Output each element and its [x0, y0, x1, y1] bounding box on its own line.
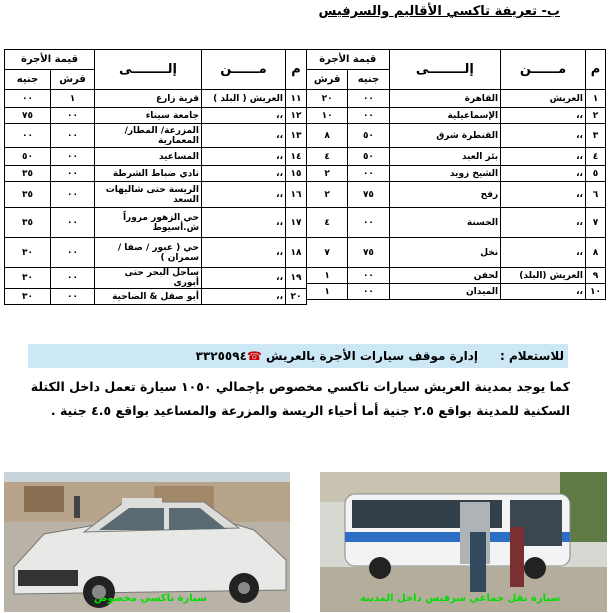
row-to: رفح [389, 182, 501, 208]
row-pound: ٠٠ [51, 208, 95, 238]
row-pound: ٠٠ [51, 166, 95, 182]
row-pound: ٠٠ [51, 182, 95, 208]
row-number: ١٧ [286, 208, 307, 238]
row-piaster: ٧٥ [348, 182, 389, 208]
taxi-photo [4, 472, 290, 612]
row-to: القنطرة شرق [389, 124, 501, 148]
row-to: الحسنة [389, 208, 501, 238]
row-to: جامعة سيناء [95, 108, 202, 124]
row-pound: ٠٠ [51, 108, 95, 124]
col-pound-header: جنيه [348, 70, 389, 90]
col-piaster-header: قرش [307, 70, 348, 90]
taxi-illustration [4, 472, 290, 612]
row-number: ٣ [585, 124, 605, 148]
row-to: الريسة حتى شاليهات السعد [95, 182, 202, 208]
fare-table-left [4, 49, 307, 305]
row-pound: ٤ [307, 148, 348, 166]
row-pound: ٢ [307, 182, 348, 208]
table-row [307, 108, 606, 124]
table-row [5, 90, 307, 108]
row-number: ٦ [585, 182, 605, 208]
table-row [5, 268, 307, 289]
row-piaster: ٠٠ [348, 108, 389, 124]
row-piaster: ٠٠ [5, 124, 51, 148]
row-pound: ١ [307, 268, 348, 284]
row-to: المزرعة/ المطار/ المعمارية [95, 124, 202, 148]
row-piaster: ٥٠ [348, 124, 389, 148]
row-piaster: ٣٥ [5, 208, 51, 238]
col-no-header: م [585, 50, 605, 90]
row-piaster: ٠٠ [348, 268, 389, 284]
row-piaster: ٠٠ [348, 208, 389, 238]
row-to: القاهرة [389, 90, 501, 108]
table-row [5, 208, 307, 238]
table-row [5, 238, 307, 268]
table-row [5, 124, 307, 148]
table-row [5, 148, 307, 166]
bus-caption: سيارة نقل جماعي سرفيس داخل المدينة [360, 593, 561, 604]
table-row [307, 182, 606, 208]
row-number: ١٤ [286, 148, 307, 166]
row-pound: ٠٠ [51, 289, 95, 305]
row-pound: ١ [51, 90, 95, 108]
row-to: الميدان [389, 284, 501, 300]
bus-illustration [320, 472, 607, 612]
table-row [5, 108, 307, 124]
row-number: ١٠ [585, 284, 605, 300]
bus-photo [320, 472, 607, 612]
row-pound: ٠٠ [51, 238, 95, 268]
row-number: ٤ [585, 148, 605, 166]
col-fare-header: قيمة الأجرة [307, 50, 390, 70]
table-row [307, 238, 606, 268]
col-from-header: مــــــن [202, 50, 286, 90]
row-to: حي الزهور مروراً ش.أسيوط [95, 208, 202, 238]
table-row [5, 166, 307, 182]
row-piaster: ٣٥ [5, 166, 51, 182]
row-to: الإسماعيلية [389, 108, 501, 124]
row-pound: ٧ [307, 238, 348, 268]
col-to-header: إلــــــــى [95, 50, 202, 90]
row-pound: ١٠ [307, 108, 348, 124]
row-to: المساعيد [95, 148, 202, 166]
contact-phone: ٣٣٢٥٥٩٤ [195, 349, 247, 363]
row-from: العريش [501, 90, 586, 108]
row-to: حي ( عبور / صفا / سمران ) [95, 238, 202, 268]
row-number: ١٩ [286, 268, 307, 289]
contact-office: إدارة موقف سيارات الأجرة بالعريش [266, 349, 478, 363]
row-number: ١١ [286, 90, 307, 108]
row-from: ،، [202, 238, 286, 268]
contact-label: للاستعلام : [500, 349, 564, 363]
fare-table-right [306, 49, 606, 300]
row-to: نادي ضباط الشرطة [95, 166, 202, 182]
row-pound: ١ [307, 284, 348, 300]
row-number: ١٦ [286, 182, 307, 208]
row-to: ساحل البحر حتى أبورى [95, 268, 202, 289]
table-row [5, 182, 307, 208]
table-row [307, 124, 606, 148]
col-fare-header: قيمة الأجرة [5, 50, 95, 70]
row-to: لحفن [389, 268, 501, 284]
col-no-header: م [286, 50, 307, 90]
row-piaster: ٥٠ [5, 148, 51, 166]
contact-bar [28, 344, 568, 368]
phone-icon: ☎ [246, 349, 262, 363]
row-pound: ٢ [307, 166, 348, 182]
row-from: ،، [202, 108, 286, 124]
row-piaster: ٧٥ [5, 108, 51, 124]
row-from: العريش (البلد) [501, 268, 586, 284]
col-from-header: مــــــن [501, 50, 586, 90]
row-pound: ٠٠ [51, 268, 95, 289]
row-from: ،، [202, 148, 286, 166]
row-number: ٢٠ [286, 289, 307, 305]
taxi-caption: سيارة تاكسي مخصوص [94, 593, 207, 604]
col-pound-header: جنيه [5, 70, 51, 90]
row-from: ،، [202, 182, 286, 208]
row-number: ١٥ [286, 166, 307, 182]
table-row [307, 166, 606, 182]
row-from: ،، [501, 208, 586, 238]
row-from: ،، [202, 208, 286, 238]
row-to: الشيخ زويد [389, 166, 501, 182]
section-title: ب- تعريفة تاكسي الأقاليم والسرفيس [318, 4, 560, 19]
row-pound: ٠٠ [51, 148, 95, 166]
row-from: العريش ( البلد ) [202, 90, 286, 108]
col-piaster-header: قرش [51, 70, 95, 90]
row-pound: ٤ [307, 208, 348, 238]
row-to: بئر العبد [389, 148, 501, 166]
row-piaster: ٠٠ [348, 284, 389, 300]
row-piaster: ٠٠ [348, 90, 389, 108]
row-to: أبو صقل & الضاحية [95, 289, 202, 305]
row-piaster: ٠٠ [5, 90, 51, 108]
table-row [307, 268, 606, 284]
row-number: ١٣ [286, 124, 307, 148]
row-number: ٨ [585, 238, 605, 268]
row-from: ،، [202, 166, 286, 182]
row-piaster: ٣٠ [5, 238, 51, 268]
row-piaster: ٧٥ [348, 238, 389, 268]
row-piaster: ٣٥ [5, 182, 51, 208]
row-from: ،، [202, 124, 286, 148]
row-number: ٧ [585, 208, 605, 238]
row-pound: ٠٠ [51, 124, 95, 148]
row-number: ١٨ [286, 238, 307, 268]
row-number: ١٢ [286, 108, 307, 124]
row-from: ،، [202, 268, 286, 289]
row-from: ،، [501, 182, 586, 208]
row-pound: ٢٠ [307, 90, 348, 108]
row-from: ،، [501, 238, 586, 268]
row-number: ٩ [585, 268, 605, 284]
row-number: ٥ [585, 166, 605, 182]
contact-text [196, 344, 478, 368]
row-piaster: ٠٠ [348, 166, 389, 182]
col-to-header: إلــــــــى [389, 50, 501, 90]
row-from: ،، [501, 148, 586, 166]
info-paragraph: كما يوجد بمدينة العريش سيارات تاكسي مخصوص بإجمالي ١٠٥٠ سيارة تعمل داخل الكتلة السكنية للمدينة بواقع ٢.٥ جنية أما أحياء الريسة والمزرعة والمساعيد بواقع ٤.٥ جنية . [30, 379, 570, 418]
row-pound: ٨ [307, 124, 348, 148]
row-to: نخل [389, 238, 501, 268]
row-number: ١ [585, 90, 605, 108]
table-row [307, 148, 606, 166]
table-row [307, 284, 606, 300]
row-number: ٢ [585, 108, 605, 124]
table-row [5, 289, 307, 305]
row-from: ،، [501, 124, 586, 148]
row-piaster: ٥٠ [348, 148, 389, 166]
table-row [307, 90, 606, 108]
row-from: ،، [501, 108, 586, 124]
row-piaster: ٣٠ [5, 289, 51, 305]
row-from: ،، [202, 289, 286, 305]
row-to: قرية زارع [95, 90, 202, 108]
row-from: ،، [501, 166, 586, 182]
row-piaster: ٣٠ [5, 268, 51, 289]
row-from: ،، [501, 284, 586, 300]
table-row [307, 208, 606, 238]
